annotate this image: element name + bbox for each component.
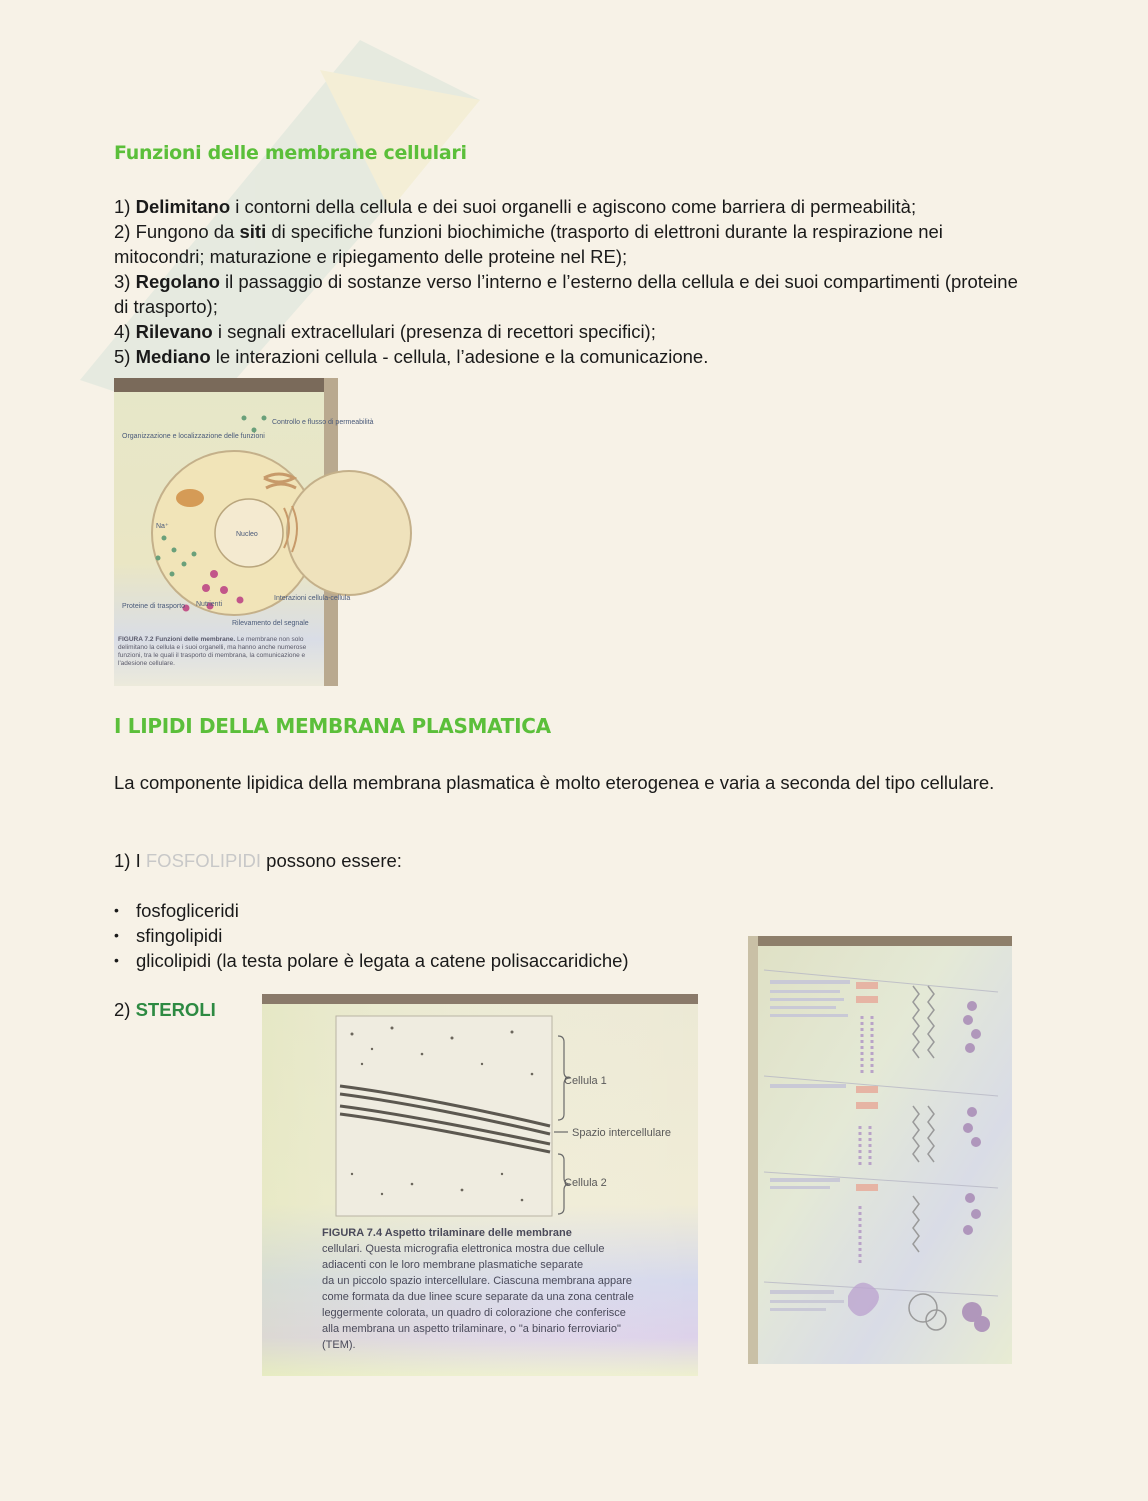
fig2-caption-line: da un piccolo spazio intercellulare. Ciascuna membrana appare bbox=[322, 1275, 633, 1287]
functions-list bbox=[114, 194, 1034, 369]
fig2-caption-line: FIGURA 7.4 Aspetto trilaminare delle membrane bbox=[322, 1227, 572, 1239]
steroli-line: 2) STEROLI bbox=[114, 999, 216, 1020]
function-item-4: 4) Rilevano i segnali extracellulari (presenza di recettori specifici); bbox=[114, 321, 656, 342]
fosfolipidi-term: FOSFOLIPIDI bbox=[145, 850, 262, 871]
section-title-funzioni: Funzioni delle membrane cellulari bbox=[114, 142, 467, 164]
function-item-3: 3) Regolano il passaggio di sostanze verso l’interno e l’esterno della cellula e dei suoi compartimenti (proteine di trasporto); bbox=[114, 271, 1018, 317]
fosfolipidi-line: 1) I FOSFOLIPIDI possono essere: bbox=[114, 850, 402, 871]
fig1-label-na: Na⁺ bbox=[156, 523, 169, 530]
figure-trilaminar-membrane-photo bbox=[262, 994, 698, 1376]
fig1-label-interazioni: Interazioni cellula-cellula bbox=[274, 595, 351, 602]
list-item: • glicolipidi (la testa polare è legata a catene polisaccaridiche) bbox=[114, 948, 629, 973]
fig1-label-controllo: Controllo e flusso di permeabilità bbox=[272, 419, 374, 426]
function-item-2: 2) Fungono da siti di specifiche funzioni biochimiche (trasporto di elettroni durante la respirazione nei mitocondri; maturazione e ripiegamento delle proteine nel RE); bbox=[114, 221, 943, 267]
function-item-5: 5) Mediano le interazioni cellula - cellula, l’adesione e la comunicazione. bbox=[114, 346, 709, 367]
fig2-caption-line: alla membrana un aspetto trilaminare, o "a binario ferroviario" bbox=[322, 1323, 621, 1335]
function-item-1: 1) Delimitano i contorni della cellula e dei suoi organelli e agiscono come barriera di permeabilità; bbox=[114, 196, 917, 217]
fig2-caption-line: come formata da due linee scure separate da una zona centrale bbox=[322, 1291, 634, 1303]
fig2-caption-line: adiacenti con le loro membrane plasmatiche separate bbox=[322, 1259, 584, 1271]
list-item: • sfingolipidi bbox=[114, 923, 629, 948]
fig2-caption-line: leggermente colorata, un quadro di colorazione che conferisce bbox=[322, 1307, 626, 1319]
neighbor-cell-shape bbox=[287, 471, 411, 595]
fig2-label-spazio: Spazio intercellulare bbox=[572, 1127, 672, 1139]
list-item: • fosfogliceridi bbox=[114, 898, 629, 923]
figure-membrane-functions-photo bbox=[114, 378, 374, 686]
fig1-label-nucleo: Nucleo bbox=[236, 531, 258, 538]
fig1-label-organizzazione: Organizzazione e localizzazione delle funzioni bbox=[122, 433, 265, 440]
micrograph-frame bbox=[336, 1016, 552, 1216]
fig2-label-cellula-2: Cellula 2 bbox=[564, 1177, 607, 1189]
fig1-caption-text: Le membrane non solo delimitano la cellula e i suoi organelli, ma hanno anche numerose funzioni, tra le quali il trasporto di membrana, la comunicazione e l'adesione cellulare. bbox=[118, 636, 307, 667]
fig1-caption-title: FIGURA 7.2 Funzioni delle membrane. bbox=[118, 636, 236, 643]
fig1-label-proteine: Proteine di trasporto bbox=[122, 603, 186, 610]
steroli-term: STEROLI bbox=[135, 999, 216, 1020]
section-title-lipidi: I LIPIDI DELLA MEMBRANA PLASMATICA bbox=[114, 714, 551, 738]
figure-lipid-structures-photo bbox=[748, 936, 1012, 1364]
fig1-label-nutrienti: Nutrienti bbox=[196, 601, 223, 608]
lipid-intro-paragraph: La componente lipidica della membrana plasmatica è molto eterogenea e varia a seconda del tipo cellulare. bbox=[114, 772, 995, 793]
fig1-label-rilevamento: Rilevamento del segnale bbox=[232, 620, 309, 627]
fig2-caption-line: (TEM). bbox=[322, 1339, 356, 1351]
fig2-caption-line: cellulari. Questa micrografia elettronica mostra due cellule bbox=[322, 1243, 605, 1255]
fosfolipidi-list bbox=[114, 898, 629, 973]
mitochondrion-shape bbox=[176, 489, 204, 507]
fig2-label-cellula-1: Cellula 1 bbox=[564, 1075, 607, 1087]
